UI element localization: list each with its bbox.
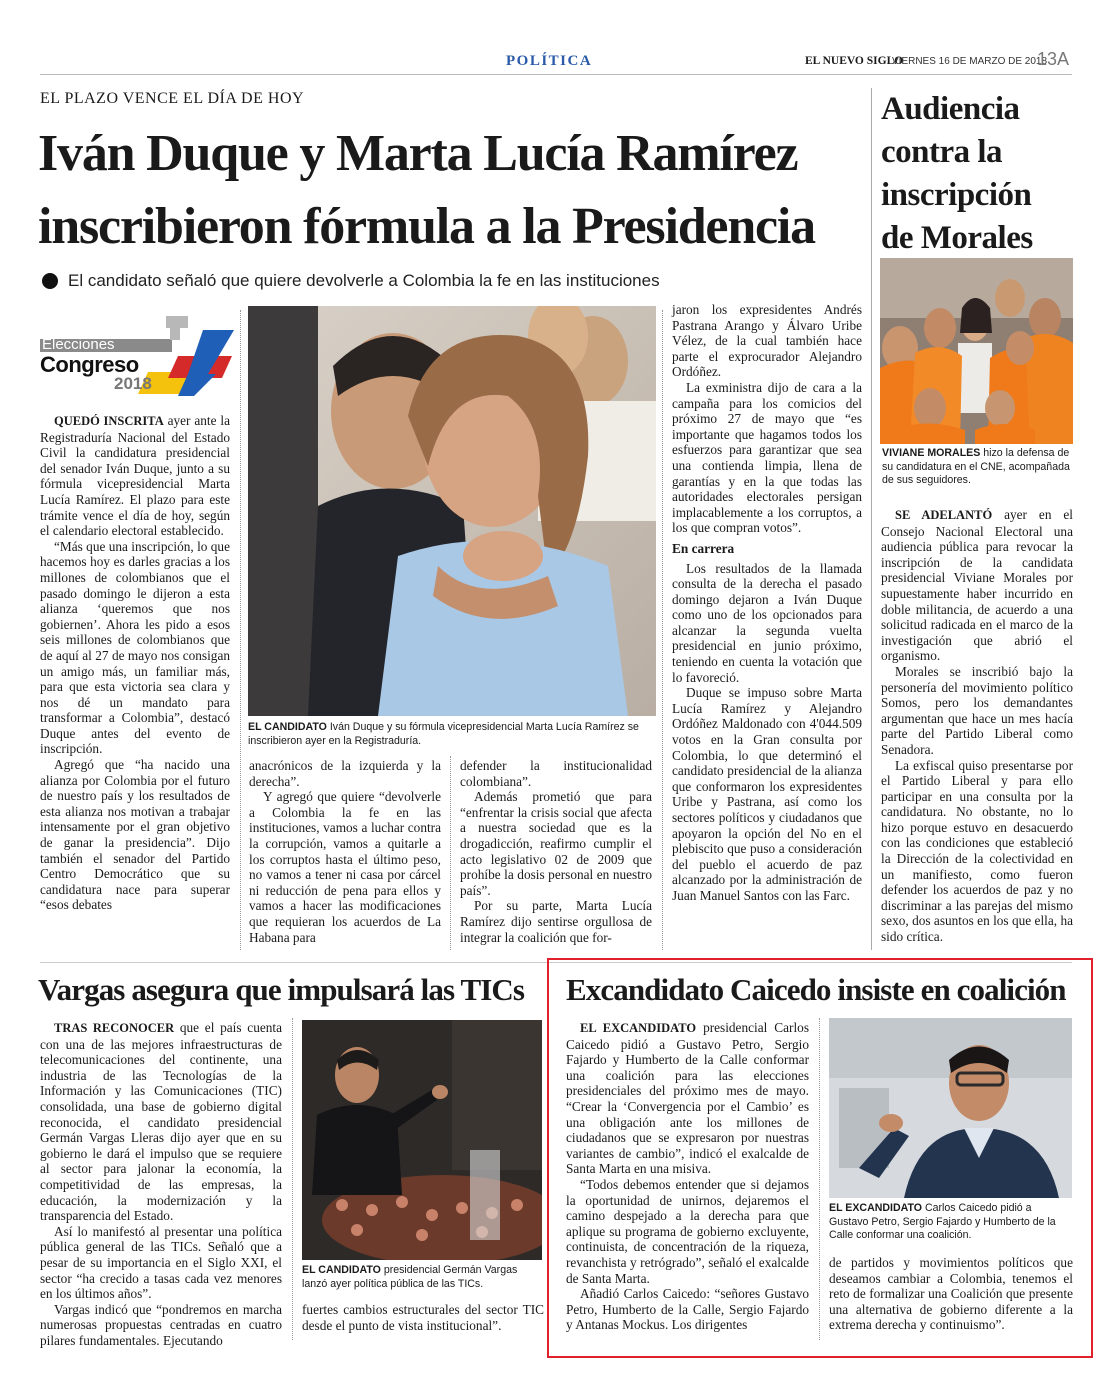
deck-bullet (42, 273, 58, 289)
caicedo-col-2 (829, 1255, 1073, 1333)
header-rule (40, 74, 1072, 75)
main-deck: El candidato señaló que quiere devolverle a Colombia la fe en las instituciones (68, 271, 660, 290)
vargas-headline: Vargas asegura que impulsará las TICs (38, 972, 525, 1007)
main-col4-p3: Los resultados de la llamada consulta de la derecha el pasado domingo dejaron a Iván Duque como uno de los opcionados para alcanzar la segunda vuelta presidencial en junio próximo, teniendo en cuenta la votación que lo favoreció. (672, 560, 862, 685)
main-headline-line2: inscribieron fórmula a la Presidencia (38, 198, 815, 255)
caicedo-photo (829, 1018, 1072, 1198)
vargas-caption (302, 1264, 542, 1291)
sidebar-headline-line3: inscripción (881, 177, 1032, 213)
caicedo-p3: Añadió Carlos Caicedo: “señores Gustavo Petro, Humberto de la Calle, Sergio Fajardo y Antanas Mockus. Los dirigentes (566, 1286, 809, 1333)
sidebar-headline (881, 88, 1081, 260)
vargas-p2: Así lo manifestó al presentar una política pública general de las TICs. Señaló que a pesar de su importancia en el Siglo XXI, el sector “ha crecido a tasas cada vez menores en los últimos años”. (40, 1223, 282, 1302)
main-caption-lead: EL CANDIDATO (248, 721, 327, 733)
main-col2-p2: Y agregó que quiere “devolverle a Colombia la fe en las instituciones, vamos a luchar contra la corrupción, vamos a quitarle a los corruptos hasta el último peso, no vamos a tener ni casa por cárcel ni reducción de pena para ellos y vamos a hacer las modificaciones que requieran los acuerdos de La Habana para (249, 789, 441, 945)
section-label: POLÍTICA (506, 53, 593, 69)
elecciones-congreso-logo (38, 312, 234, 398)
morales-photo (880, 258, 1073, 444)
sidebar-lead: SE ADELANTÓ (895, 508, 993, 522)
vargas-lead: TRAS RECONOCER (54, 1021, 175, 1035)
morales-caption-text: hizo la defensa de su candidatura en el CNE, acompañada de sus seguidores. (882, 447, 1070, 487)
main-col1-p2: “Más que una inscripción, lo que hacemos hoy es darles gracias a los millones de colombianos que el pasado domingo le dijeron a esta alianza ‘queremos que nos gobiernen’. Ahora les pido a esos seis millones de colombianos que de aquí al 27 de mayo nos consigan un amigo más, un familiar más, para que esta victoria sea clara y nos dé un mandato para transformar a Colombia”, destacó Duque antes del evento de inscripción. (40, 538, 230, 757)
caicedo-col2-p1: de partidos y movimientos políticos que deseamos cambiar a Colombia, tenemos el reto de formalizar una Coalición que presente una alternativa de gobierno diferente a la extrema derecha y continuismo”. (829, 1255, 1073, 1333)
morales-caption (882, 447, 1072, 488)
vargas-col-2 (302, 1302, 544, 1333)
main-subhead: En carrera (672, 540, 735, 556)
caicedo-caption (829, 1202, 1073, 1243)
main-photo-caption (248, 721, 658, 748)
main-headline-line1: Iván Duque y Marta Lucía Ramírez (38, 125, 798, 182)
main-col3-p2: Además prometió que para “enfrentar la crisis social que afecta a nuestra sociedad que es la drogadicción, reafirmo cumplir el acto legislativo 02 de 2009 que prohíbe la dosis personal en nuestro país”. (460, 789, 652, 898)
caicedo-col-1 (566, 1020, 809, 1333)
sidebar-p1: ayer en el Consejo Nacional Electoral una audiencia pública para revocar la inscripción de la candidata presidencial Viviane Morales por supuestamente haber incurrido en doble militancia, de acuerdo a una solicitud radicada en el marco de la investigación que abrió el organismo. (881, 507, 1073, 664)
logo-line2: Congreso (40, 352, 139, 377)
caicedo-p1: presidencial Carlos Caicedo pidió a Gustavo Petro, Sergio Fajardo y Humberto de la Calle conformar una coalición para las elecciones presidenciales del próximo mes de mayo. “Crear la ‘Convergencia por el Cambio’ es una obligación ante los millones de ciudadanos que se expresaron por nuestras variantes de cambio”, indicó el exalcalde de Santa Marta en una misiva. (566, 1020, 809, 1177)
main-col-1 (40, 413, 230, 913)
caicedo-caption-lead: EL EXCANDIDATO (829, 1202, 922, 1214)
vargas-photo (302, 1020, 542, 1260)
caicedo-headline: Excandidato Caicedo insiste en coalición (566, 972, 1066, 1007)
col-rule (450, 756, 451, 950)
main-col4-p4: Duque se impuso sobre Marta Lucía Ramírez y Alejandro Ordóñez Maldonado con 4'044.509 votos en la Gran consulta por Colombia, lo que determinó el candidato presidencial de la alianza que conformaron los expresidentes Uribe y Pastrana, así como los sectores políticos y ciudadanos que apoyaron la opción del No en el plebiscito que puso a consideración del pueblo el acuerdo de paz alcanzado por la administración de Juan Manuel Santos con las Farc. (672, 685, 862, 903)
main-caption-text: Iván Duque y su fórmula vicepresidencial Marta Lucía Ramírez se inscribieron ayer en la Registraduría. (248, 721, 639, 747)
col-rule (662, 310, 663, 950)
main-col2-p1: anacrónicos de la izquierda y la derecha”. (249, 758, 441, 789)
col-rule (240, 310, 241, 950)
col-rule (871, 88, 872, 950)
main-col4-p1: jaron los expresidentes Andrés Pastrana Arango y Álvaro Uribe Vélez, de la cual también hace parte el exprocurador Alejandro Ordóñez. (672, 302, 862, 380)
masthead-name: EL NUEVO SIGLO (805, 55, 904, 67)
main-kicker: EL PLAZO VENCE EL DÍA DE HOY (40, 90, 305, 107)
main-col1-p3: Agregó que “ha nacido una alianza por Colombia por el futuro de nuestro país y los resultados de esta alianza nos motivan a trabajar intensamente por el gran objetivo de ganar la presidencia”. Dijo también el senador del Partido Centro Democrático que su candidatura nace para superar “esos debates (40, 757, 230, 913)
col-rule (819, 1018, 820, 1340)
col-rule (292, 1018, 293, 1340)
logo-line1: Elecciones (42, 336, 115, 353)
caicedo-p2: “Todos debemos entender que si dejamos la oportunidad de unirnos, dejaremos el camino despejado a la derecha para que aplique su programa de gobierno excluyente, continuista, de concentración de la riqueza, revanchista y retrógrado”, señaló el exalcalde de Santa Marta. (566, 1176, 809, 1286)
header-date: VIERNES 16 DE MARZO DE 2018 (892, 56, 1048, 67)
sidebar-p3: La exfiscal quiso presentarse por el Partido Liberal y para ello participar en una consulta por la candidatura. No obstante, no lo hizo porque estuvo en desacuerdo con las condiciones que estableció la Dirección de la colectividad en un manifiesto, como fueron defender los acuerdos de paz y no discriminar a las parejas del mismo sexo, dos asuntos en los que ella, ha sido crítica. (881, 757, 1073, 945)
logo-line3: 2018 (114, 374, 152, 393)
vargas-col-1 (40, 1020, 282, 1348)
sidebar-body (881, 507, 1073, 945)
vargas-caption-text: presidencial Germán Vargas lanzó ayer política pública de las TICs. (302, 1264, 518, 1290)
main-col-2 (249, 758, 441, 945)
caicedo-caption-text: Carlos Caicedo pidió a Gustavo Petro, Sergio Fajardo y Humberto de la Calle conformar una coalición. (829, 1202, 1056, 1242)
sidebar-headline-line1: Audiencia (881, 91, 1020, 127)
vargas-p1: que el país cuenta con una de las mejores infraestructuras de telecomunicaciones del continente, una industria de las Tecnologías de la Información y las Comunicaciones (TIC) consolidada, una base de gobierno digital reconocida, el candidato presidencial Germán Vargas Lleras dijo ayer que en su gobierno le dará el impulso que se requiere al sector para jalonar la economía, la competitividad de las empresas, la educación, la modernización y la transparencia del Estado. (40, 1020, 282, 1224)
sidebar-headline-line4: de Morales (881, 220, 1033, 256)
sidebar-p2: Morales se inscribió bajo la personería del movimiento político Somos, pero los demandantes argumentan que hace un mes hacía parte del Partido Liberal como Senadora. (881, 663, 1073, 757)
main-col4-p2: La exministra dijo de cara a la campaña para los comicios del próximo 27 de mayo que “es importante que hagamos todos los esfuerzos para garantizar que sea una contienda limpia, llena de garantías y en la que todas las autoridades electorales persigan implacablemente a los corruptos, a los que compran votos”. (672, 379, 862, 536)
morales-caption-lead: VIVIANE MORALES (882, 447, 981, 459)
main-col-3 (460, 758, 652, 945)
page-number: 13A (1037, 49, 1070, 69)
main-col-4 (672, 302, 862, 904)
duque-ramirez-photo (248, 306, 656, 716)
main-col3-p1: defender la institucionalidad colombiana”. (460, 758, 652, 789)
main-col3-p3: Por su parte, Marta Lucía Ramírez dijo sentirse orgullosa de integrar la coalición que for- (460, 898, 652, 945)
vargas-caption-lead: EL CANDIDATO (302, 1264, 381, 1276)
main-col1-p1: ayer ante la Registraduría Nacional del Estado Civil la candidatura presidencial del senador Iván Duque, junto a su fórmula vicepresidencial Marta Lucía Ramírez. El plazo para este trámite vence el día de hoy, según el calendario electoral establecido. (40, 413, 230, 539)
main-lead: QUEDÓ INSCRITA (54, 414, 164, 428)
sidebar-headline-line2: contra la (881, 134, 1003, 170)
caicedo-lead: EL EXCANDIDATO (580, 1021, 697, 1035)
vargas-p3: Vargas indicó que “pondremos en marcha numerosas propuestas centradas en cuatro pilares fundamentales. Ejecutando (40, 1301, 282, 1348)
vargas-col2-p1: fuertes cambios estructurales del sector TIC desde el punto de vista institucional”. (302, 1302, 544, 1333)
